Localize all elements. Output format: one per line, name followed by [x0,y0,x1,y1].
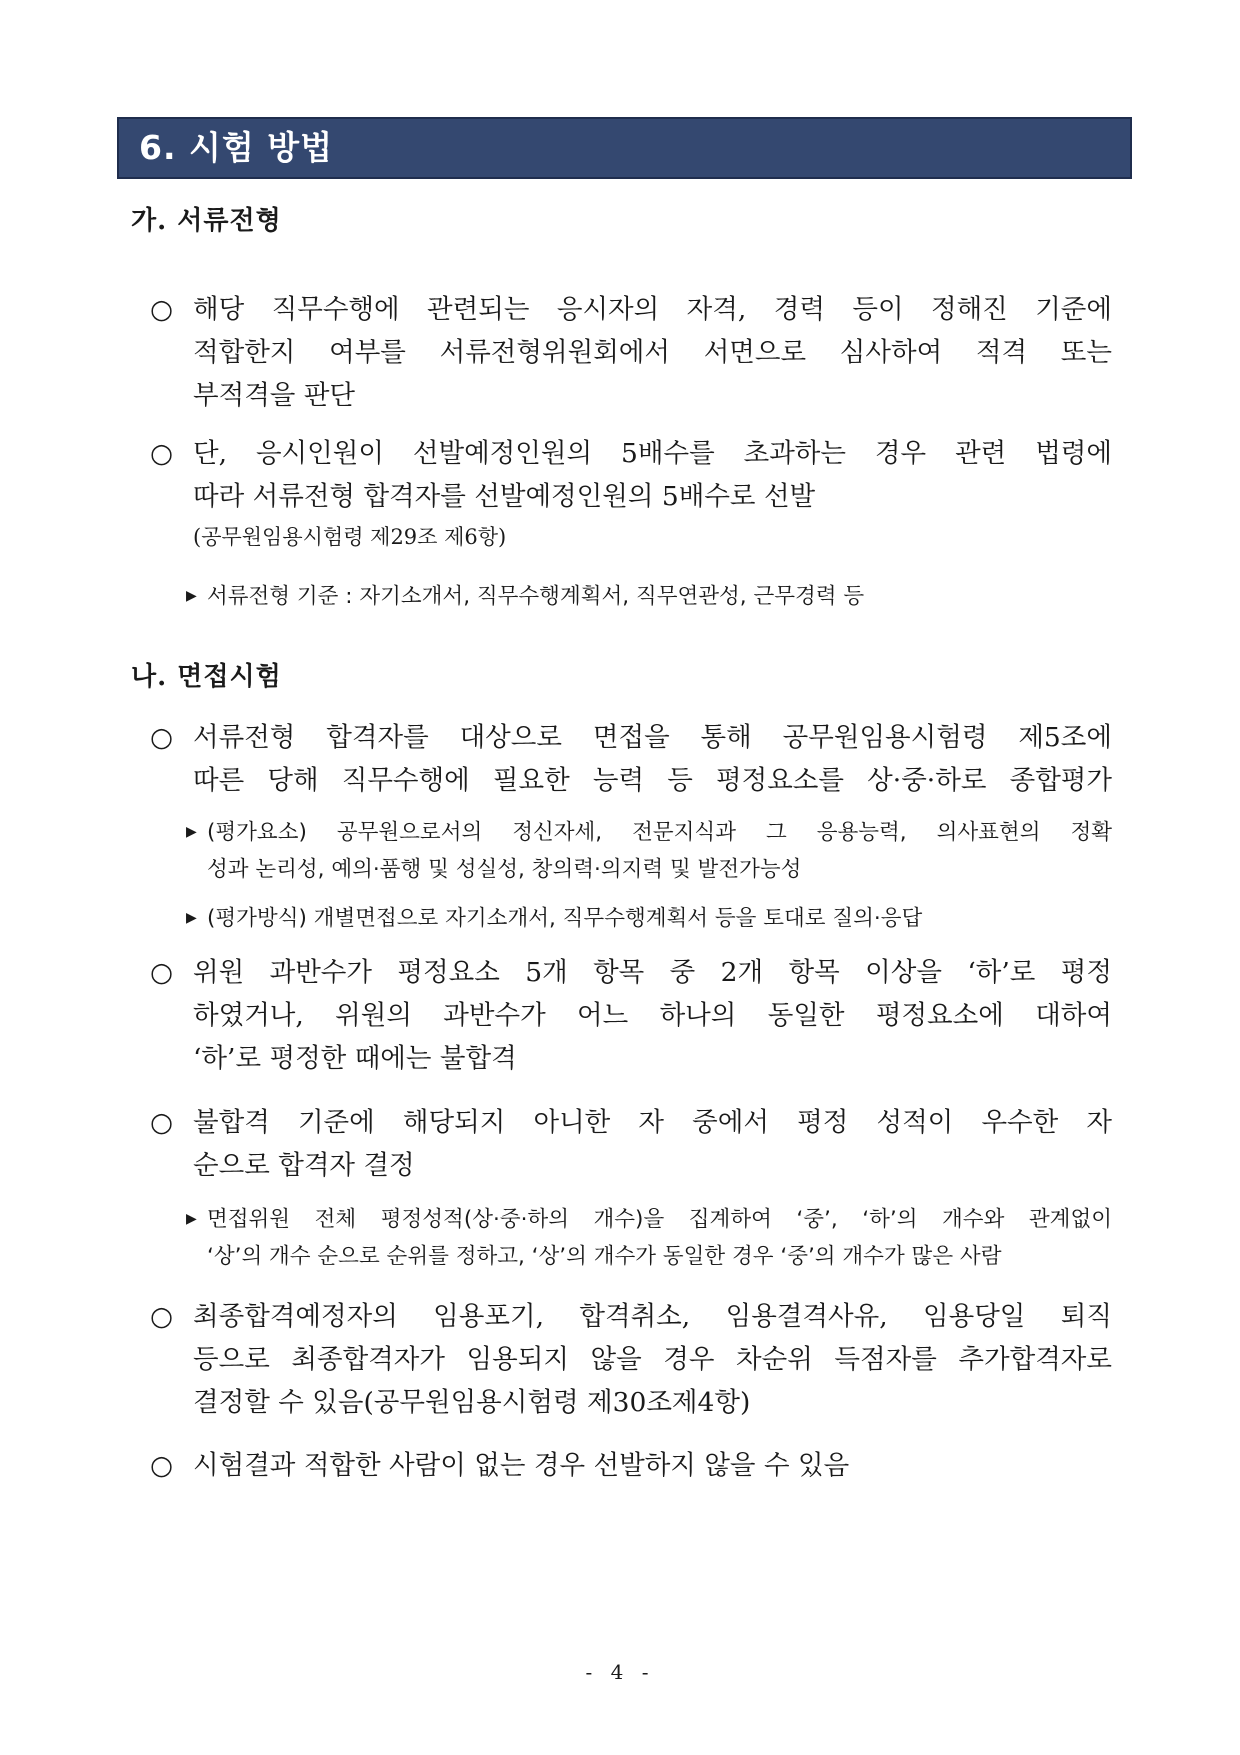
paragraph-line: 적합한지 여부를 서류전형위원회에서 서면으로 심사하여 적격 또는 [193,337,1112,368]
subsection-heading-interview: 나. 면접시험 [131,662,282,692]
subsection-heading-document-screening: 가. 서류전형 [131,206,282,236]
circle-bullet-icon: ○ [150,957,174,988]
paragraph-line: 최종합격예정자의 임용포기, 합격취소, 임용결격사유, 임용당일 퇴직 [193,1301,1112,1332]
paragraph-interview-2 [150,951,1112,1080]
bullet-line: ‘상’의 개수 순으로 순위를 정하고, ‘상’의 개수가 동일한 경우 ‘중’의 개수가 많은 사람 [207,1244,1002,1269]
bullet-line: 서류전형 기준 : 자기소개서, 직무수행계획서, 직무연관성, 근무경력 등 [207,584,865,609]
paragraph-line: 따라 서류전형 합격자를 선발예정인원의 5배수로 선발 [193,481,816,512]
paragraph-line: ‘하’로 평정한 때에는 불합격 [193,1043,517,1074]
bullet-line: 성과 논리성, 예의·품행 및 성실성, 창의력·의지력 및 발전가능성 [207,857,802,882]
section-header-bar [117,117,1132,179]
circle-bullet-icon: ○ [150,438,174,469]
bullet-line: (평가요소) 공무원으로서의 정신자세, 전문지식과 그 응용능력, 의사표현의 정확 [207,820,1112,845]
paragraph-interview-1 [150,716,1112,802]
page-number: - 4 - [585,1660,655,1684]
paragraph-line: 따른 당해 직무수행에 필요한 능력 등 평정요소를 상·중·하로 종합평가 [193,765,1112,796]
bullet-evaluation-factors [186,814,1112,888]
paragraph-line: 등으로 최종합격자가 임용되지 않을 경우 차순위 득점자를 추가합격자로 [193,1344,1112,1375]
circle-bullet-icon: ○ [150,722,174,753]
triangle-bullet-icon: ▶ [186,1211,197,1227]
paragraph-interview-3 [150,1101,1112,1187]
bullet-line: (평가방식) 개별면접으로 자기소개서, 직무수행계획서 등을 토대로 질의·응답 [207,906,923,931]
paragraph-line: 위원 과반수가 평정요소 5개 항목 중 2개 항목 이상을 ‘하’로 평정 [193,957,1112,988]
paragraph-line: 해당 직무수행에 관련되는 응시자의 자격, 경력 등이 정해진 기준에 [193,294,1112,325]
paragraph-line: 결정할 수 있음(공무원임용시험령 제30조제4항) [193,1387,751,1418]
paragraph-line: 부적격을 판단 [193,380,356,411]
legal-reference-note: (공무원임용시험령 제29조 제6항) [193,525,507,549]
paragraph-line: 서류전형 합격자를 대상으로 면접을 통해 공무원임용시험령 제5조에 [193,722,1112,753]
triangle-bullet-icon: ▶ [186,588,197,604]
bullet-ranking-rule [186,1201,1112,1275]
triangle-bullet-icon: ▶ [186,824,197,840]
circle-bullet-icon: ○ [150,294,174,325]
circle-bullet-icon: ○ [150,1450,174,1481]
paragraph-document-screening-1 [150,288,1112,417]
bullet-evaluation-method [186,900,1112,937]
bullet-screening-criteria [186,578,1112,615]
paragraph-interview-4 [150,1295,1112,1424]
circle-bullet-icon: ○ [150,1301,174,1332]
paragraph-line: 순으로 합격자 결정 [193,1150,415,1181]
paragraph-line: 하였거나, 위원의 과반수가 어느 하나의 동일한 평정요소에 대하여 [193,1000,1112,1031]
paragraph-line: 단, 응시인원이 선발예정인원의 5배수를 초과하는 경우 관련 법령에 [193,438,1112,469]
paragraph-document-screening-2 [150,432,1112,518]
triangle-bullet-icon: ▶ [186,910,197,926]
paragraph-line: 불합격 기준에 해당되지 아니한 자 중에서 평정 성적이 우수한 자 [193,1107,1112,1138]
paragraph-line: 시험결과 적합한 사람이 없는 경우 선발하지 않을 수 있음 [193,1450,850,1481]
bullet-line: 면접위원 전체 평정성적(상·중·하의 개수)을 집계하여 ‘중’, ‘하’의 개수와 관계없이 [207,1207,1112,1232]
section-title: 6. 시험 방법 [139,128,333,167]
paragraph-interview-5 [150,1444,1112,1487]
circle-bullet-icon: ○ [150,1107,174,1138]
